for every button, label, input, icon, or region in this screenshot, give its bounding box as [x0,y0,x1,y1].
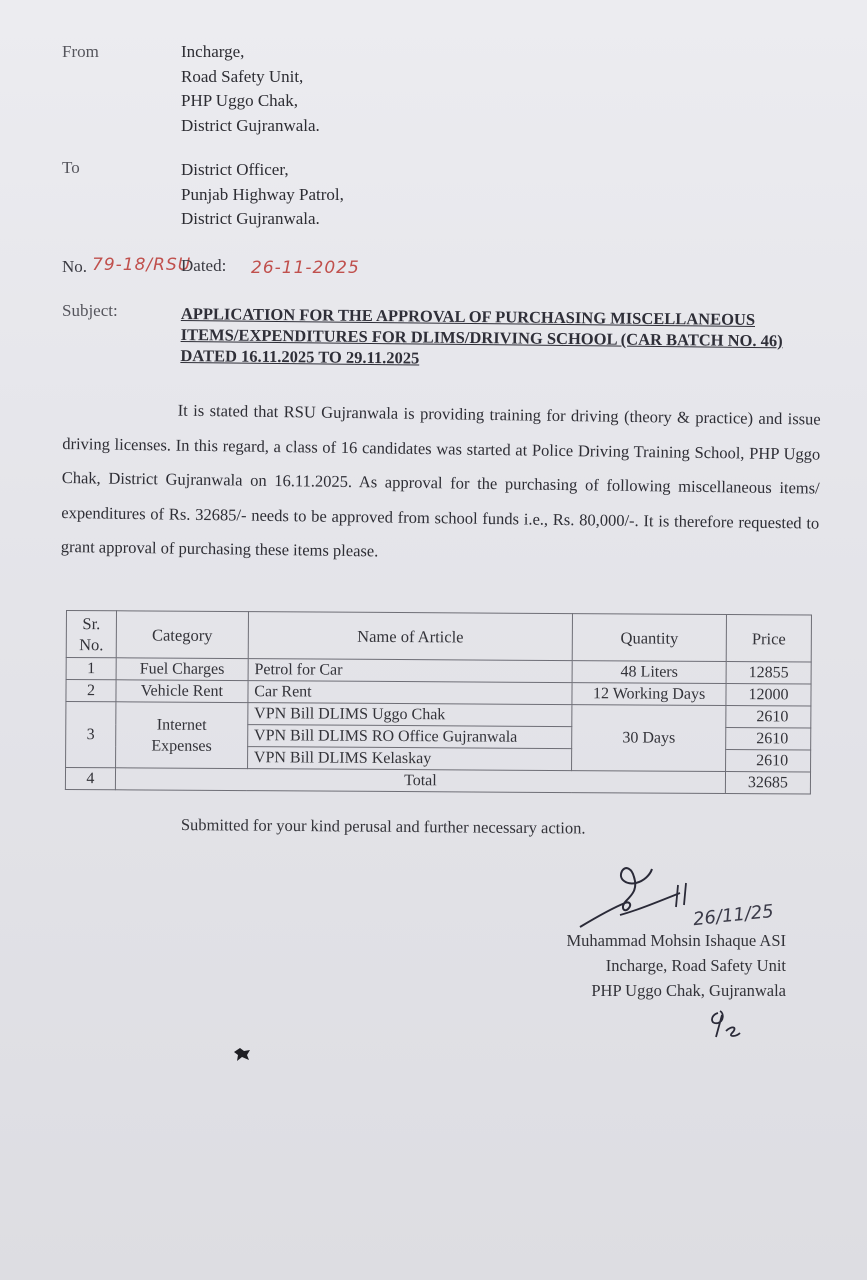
cell-article: Petrol for Car [248,659,573,683]
dated-label: Dated: [181,256,227,275]
cell-price: 2610 [726,728,811,751]
to-line: District Officer, [181,160,289,179]
total-label: Total [115,768,725,794]
cell-sr: 4 [65,768,115,790]
from-label: From [62,42,99,61]
cell-category: Fuel Charges [116,658,248,681]
to-line: District Gujranwala. [181,209,320,228]
signature-block [524,928,786,1003]
signatory-office: PHP Uggo Chak, Gujranwala [591,981,786,1000]
signatory-name: Muhammad Mohsin Ishaque ASI [566,931,786,950]
cell-category: Internet Expenses [115,702,247,769]
subject-text: APPLICATION FOR THE APPROVAL OF PURCHASING MISCELLANEOUS ITEMS/EXPENDITURES FOR DLIMS/DRIVING SCHOOL (CAR BATCH NO. 46) DATED 16.11.2025 TO 29.11.2025 [180,303,783,368]
subject-label: Subject: [62,301,118,320]
cell-quantity: 48 Liters [572,661,726,684]
cell-quantity: 12 Working Days [572,683,726,706]
header-article: Name of Article [248,612,573,661]
from-address [181,40,320,138]
cell-article: VPN Bill DLIMS Uggo Chak [248,703,573,727]
closing-line: Submitted for your kind perusal and further necessary action. [180,815,586,838]
cell-price: 2610 [726,706,811,729]
cell-sr: 1 [66,658,116,680]
to-label: To [62,158,80,177]
cell-sr: 2 [66,680,116,702]
body-paragraph-text: It is stated that RSU Gujranwala is providing training for driving (theory & practice) and issue driving licenses. In this regard, a class of 16 candidates was started at Police Driving Training School, PHP Uggo Chak, District Gujranwala on 16.11.2025. As approval for the purchasing of following miscellaneous items/ expenditures of Rs. 32685/- needs to be approved from school funds i.e., Rs. 80,000/-. It is therefore requested to grant approval of purchasing these items please. [60,400,821,561]
table-row [66,702,811,729]
reference-number: 79-18/RSU [92,255,192,275]
cell-price: 2610 [726,750,811,773]
cell-article: VPN Bill DLIMS RO Office Gujranwala [247,725,572,749]
table-header-row [66,611,811,663]
from-line: District Gujranwala. [181,115,320,135]
header-quantity: Quantity [572,614,726,662]
header-price: Price [726,615,811,663]
cell-price: 12855 [726,662,811,685]
no-label: No. [62,257,88,276]
from-line: Incharge, [181,42,245,61]
cell-sr: 3 [66,702,116,768]
cell-article: Car Rent [248,681,573,705]
cell-price: 12000 [726,684,811,707]
header-sr-no: Sr. No. [66,611,116,658]
cell-category: Vehicle Rent [116,680,248,703]
handwritten-initial [706,1003,748,1043]
paragraph-indent [63,414,178,416]
cell-article: VPN Bill DLIMS Kelaskay [247,747,572,771]
header-category: Category [116,611,248,659]
to-line: Punjab Highway Patrol, [181,184,344,204]
dated-value: 26-11-2025 [251,258,360,278]
body-paragraph [61,392,821,575]
total-price: 32685 [725,772,810,795]
from-line: Road Safety Unit, [181,66,304,86]
ink-blot [232,1046,252,1062]
expenditure-table [65,610,812,795]
handwritten-signature [560,855,710,935]
signatory-designation: Incharge, Road Safety Unit [605,956,786,975]
from-line: PHP Uggo Chak, [181,91,298,110]
to-address [181,158,344,232]
cell-quantity: 30 Days [572,705,726,772]
table-total-row [65,768,810,795]
signature-date: 26/11/25 [692,900,775,931]
